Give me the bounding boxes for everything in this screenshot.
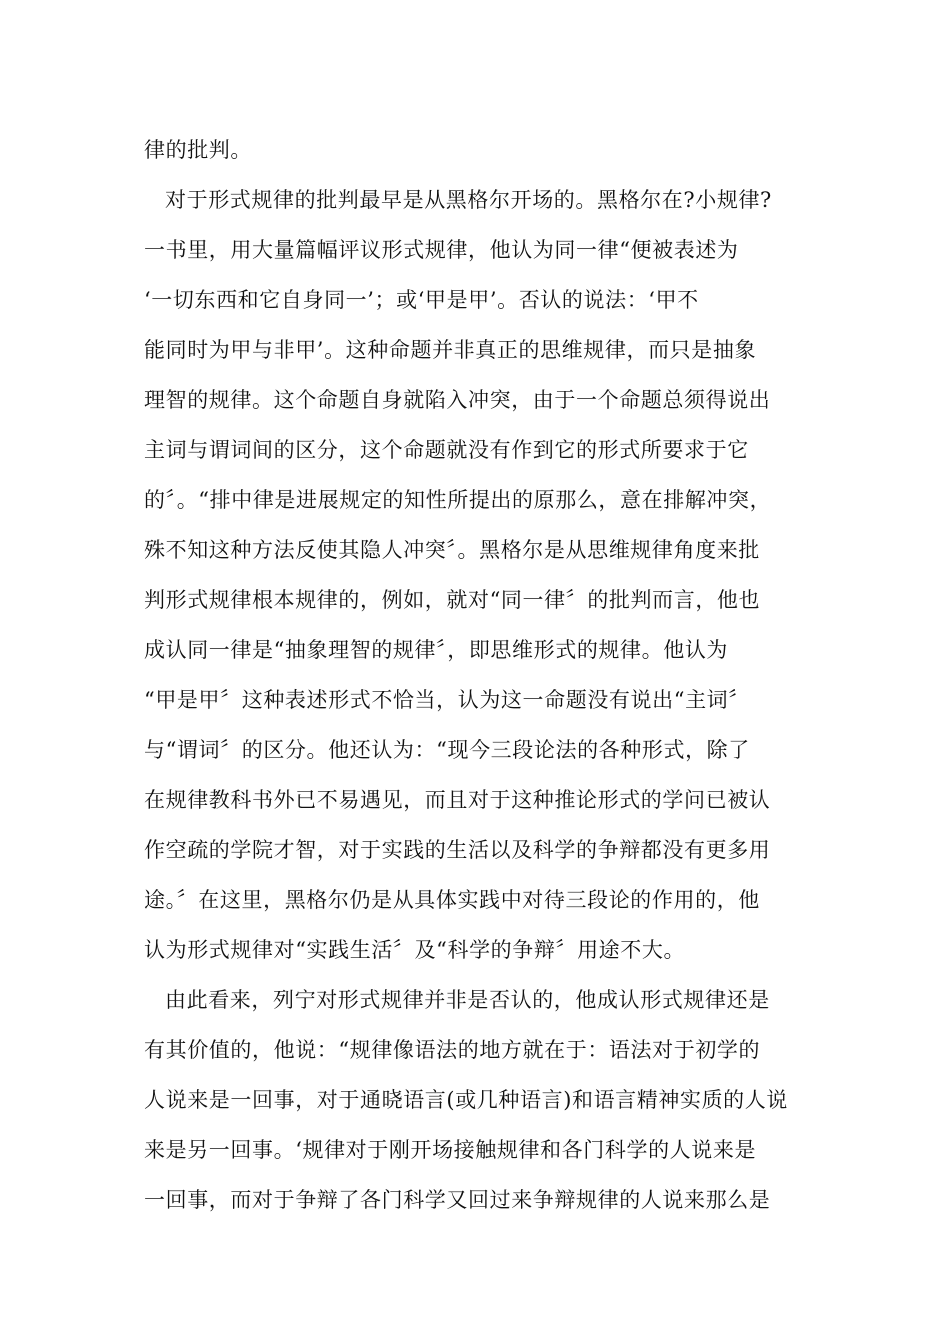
- text-line-21: 来是另一回事。‘规律对于刚开场接触规律和各门科学的人说来是: [144, 1138, 757, 1162]
- text-line-17: 认为形式规律对“实践生活〞及“科学的争辩〞用途不大。: [144, 938, 686, 962]
- text-line-12: “甲是甲〞这种表述形式不恰当，认为这一命题没有说出“主词〞: [144, 688, 750, 712]
- text-line-16: 途。〞在这里，黑格尔仍是从具体实践中对待三段论的作用的，他: [144, 888, 760, 912]
- text-line-15: 作空疏的学院才智，对于实践的生活以及科学的争辩都没有更多用: [144, 838, 771, 862]
- text-line-8: 的〞。“排中律是进展规定的知性所提出的原那么，意在排解冲突，: [144, 488, 772, 512]
- text-line-22: 一回事，而对于争辩了各门科学又回过来争辩规律的人说来那么是: [144, 1188, 771, 1212]
- text-line-10: 判形式规律根本规律的，例如，就对“同一律〞的批判而言，他也: [144, 588, 761, 612]
- text-line-19: 有其价值的，他说：“规律像语法的地方就在于：语法对于初学的: [144, 1038, 761, 1062]
- text-line-9: 殊不知这种方法反使其隐人冲突〞。黑格尔是从思维规律角度来批: [144, 538, 760, 562]
- text-line-3: 一书里，用大量篇幅评议形式规律，他认为同一律“便被表述为: [144, 238, 739, 262]
- text-line-11: 成认同一律是“抽象理智的规律〞，即思维形式的规律。他认为: [144, 638, 729, 662]
- text-line-2: 对于形式规律的批判最早是从黑格尔开场的。黑格尔在?小规律?: [165, 188, 772, 212]
- text-line-6: 理智的规律。这个命题自身就陷入冲突，由于一个命题总须得说出: [144, 388, 771, 412]
- text-line-18: 由此看来，列宁对形式规律并非是否认的，他成认形式规律还是: [165, 988, 770, 1012]
- text-line-5: 能同时为甲与非甲’。这种命题并非真正的思维规律，而只是抽象: [144, 338, 757, 362]
- text-line-4: ‘一切东西和它自身同一’；或‘甲是甲’。否认的说法：‘甲不: [144, 288, 699, 312]
- text-line-14: 在规律教科书外已不易遇见，而且对于这种推论形式的学问已被认: [144, 788, 771, 812]
- text-line-7: 主词与谓词间的区分，这个命题就没有作到它的形式所要求于它: [144, 438, 749, 462]
- text-line-1: 律的批判。: [144, 138, 252, 162]
- text-line-20: 人说来是一回事，对于通晓语言(或几种语言)和语言精神实质的人说: [144, 1088, 788, 1112]
- text-line-13: 与“谓词〞的区分。他还认为：“现今三段论法的各种形式，除了: [144, 738, 750, 762]
